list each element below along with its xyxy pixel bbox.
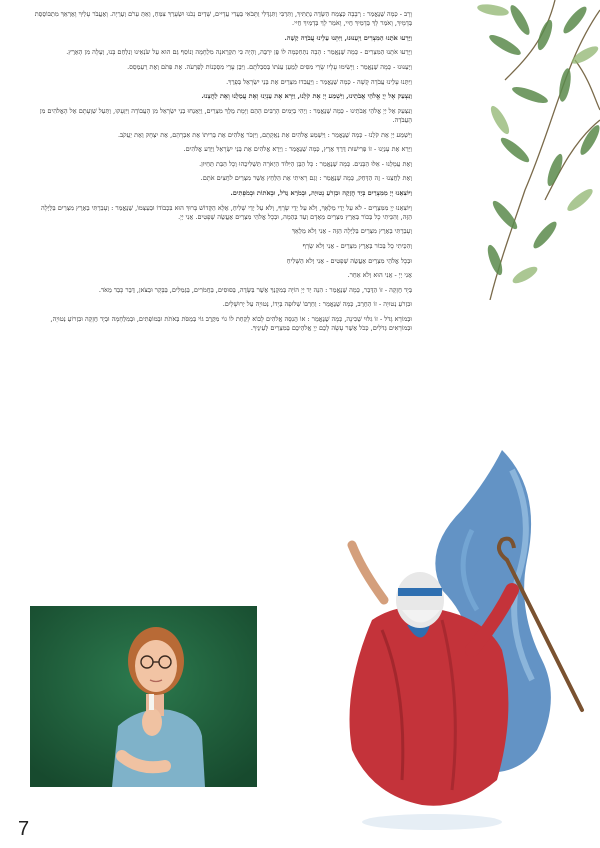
paragraph: וָרָב - כְּמָה שֶׁנֶּאֱמַר : רְבָבָה כְּצֶמַח הַשָּׂדֶה נְתַתִּיךְ, וַתִּרְבִּי וַתִּגְדְּלִי וַתָּבֹאִי בַּעֲדִי עֲדָיִים, שָׁדַיִם נָכֹנוּ וּשְׂעָרֵךְ צִמֵּחַ, וְאַתְּ עֵרֹם וְעֶרְיָה. וָאֶעֱבֹר עָלַיִךְ וָאֶרְאֵךְ מִתְבּוֹסֶסֶת בְּדָמָיִךְ, וָאֹמַר לָךְ בְּדָמַיִךְ חֲיִי, וָאֹמַר לָךְ בְּדָמַיִךְ חֲיִי. <box>34 10 412 28</box>
paragraph: וַיִּתְּנוּ עָלֵינוּ עֲבֹדָה קָשָׁה - כְּמָה שֶׁנֶּאֱמַר : וַיַּעֲבִדוּ מִצְרַיִם אֶת בְּנֵי יִשְׂרָאֵל בְּפָרֶךְ. <box>226 77 412 86</box>
paragraph: וְאֶת לַחֲצֵנוּ - זֶה הַדְּחַק, כְּמָה שֶׁנֶּאֱמַר : וְגַם רָאִיתִי אֶת הַלַּחַץ אֲשֶׁר מִצְרַיִם לֹחֲצִים אֹתָם. <box>200 174 412 183</box>
paragraph: וּבְמוֹרָא גָּדֹל - זוֹ גִּלּוּי שְׁכִינָה, כְּמָה שֶׁנֶּאֱמַר : אוֹ הֲנִסָּה אֱלֹהִים לָבוֹא לָקַחַת לוֹ גוֹי מִקֶּרֶב גּוֹי בְּמַסֹּת בְּאֹתֹת וּבְמוֹפְתִים, וּבְמִלְחָמָה וּבְיָד חֲזָקָה וּבִזְרוֹעַ נְטוּיָה, וּבְמוֹרָאִים גְּדֹלִים, כְּכֹל אֲשֶׁר עָשָׂה לָכֶם יְיָ אֱלֹהֵיכֶם בְּמִצְרַיִם לְעֵינֶיךָ. <box>50 314 412 333</box>
paragraph: וַנִּצְעַק אֶל יְיָ אֱלֹהֵי אֲבֹתֵינוּ, וַיִּשְׁמַע יְיָ אֶת קֹלֵנוּ, וַיַּרְא אֶת עָנְיֵנוּ וְאֶת עֲמָלֵנוּ וְאֶת לַחֲצֵנוּ. <box>201 92 412 101</box>
paragraph: וַיַּרְא אֶת עָנְיֵנוּ - זוֹ פְּרִישׁוּת דֶּרֶךְ אֶרֶץ, כְּמָה שֶׁנֶּאֱמַר : וַיַּרְא אֱלֹהִים אֶת בְּנֵי יִשְׂרָאֵל וַיֵּדַע אֱלֹהִים. <box>183 145 412 154</box>
paragraph: בְּיָד חֲזָקָה - זוֹ הַדֶּבֶר, כְּמָה שֶׁנֶּאֱמַר : הִנֵּה יַד יְיָ הוֹיָה בְּמִקְנְךָ אֲשֶׁר בַּשָּׂדֶה, בַּסּוּסִים, בַּחֲמֹרִים, בַּגְּמַלִּים, בַּבָּקָר וּבַצֹּאן, דֶּבֶר כָּבֵד מְאֹד. <box>98 285 412 294</box>
paragraph: וּבְכָל אֱלֹהֵי מִצְרַיִם אֶעֱשֶׂה שְׁפָטִים - אֲנִי וְלֹא הַשָּׁלִיחַ <box>286 256 412 265</box>
paragraph: וּבִזְרֹעַ נְטוּיָה - זוֹ הַחֶרֶב, כְּמָה שֶׁנֶּאֱמַר : וְחַרְבּוֹ שְׁלוּפָה בְּיָדוֹ, נְטוּיָה עַל יְרוּשָׁלָיִם. <box>222 300 412 309</box>
paragraph: וְהִכֵּיתִי כָל בְּכוֹר בְּאֶרֶץ מִצְרַיִם - אֲנִי וְלֹא שָׂרָף <box>302 241 412 250</box>
paragraph: וַיָּרֵעוּ אֹתָנוּ הַמִּצְרִים - כְּמָה שֶׁנֶּאֱמַר : הָבָה נִתְחַכְּמָה לוֹ פֶּן יִרְבֶּה, וְהָיָה כִּי תִקְרֶאנָה מִלְחָמָה וְנוֹסַף גַּם הוּא עַל שֹׂנְאֵינוּ וְנִלְחַם בָּנוּ, וְעָלָה מִן הָאָרֶץ. <box>66 48 412 57</box>
page-number: 7 <box>18 818 30 840</box>
paragraph: וְעָבַרְתִּי בְאֶרֶץ מִצְרַיִם בַּלַּיְלָה הַזֶּה - אֲנִי וְלֹא מַלְאָךְ <box>291 227 412 236</box>
paragraph: וַנִּצְעַק אֶל יְיָ אֱלֹהֵי אֲבֹתֵינוּ - כְּמָה שֶׁנֶּאֱמַר : וַיְהִי בַיָּמִים הָרַבִּים הָהֵם וַיָּמָת מֶלֶךְ מִצְרַיִם, וַיֵּאָנְחוּ בְנֵי יִשְׂרָאֵל מִן הָעֲבוֹדָה וַיִּזְעָקוּ, וַתַּעַל שַׁוְעָתָם אֶל הָאֱלֹהִים מִן הָעֲבֹדָה. <box>39 106 412 124</box>
girl-at-chalkboard-photo <box>30 606 257 787</box>
paragraph: וַיּוֹצִאֵנוּ יְיָ מִמִּצְרַיִם בְּיָד חֲזָקָה וּבִזְרֹעַ נְטוּיָה, וּבְמֹרָא גָּדֹל, וּבְאֹתוֹת וּבְמֹפְתִים. <box>230 188 412 197</box>
paragraph: וְאֶת עֲמָלֵנוּ - אֵלּוּ הַבָּנִים. כְּמָה שֶׁנֶּאֱמַר : כָּל הַבֵּן הַיִּלּוֹד הַיְאֹרָה תַּשְׁלִיכֻהוּ וְכָל הַבַּת תְּחַיּוּן. <box>199 159 412 168</box>
haggadah-text-column <box>30 10 412 339</box>
paragraph: וַיָּרֵעוּ אֹתָנוּ הַמִּצְרִים וַיְעַנּוּנוּ, וַיִּתְּנוּ עָלֵינוּ עֲבֹדָה קָשָׁה. <box>284 33 412 42</box>
moses-parting-sea-illustration <box>312 450 600 848</box>
paragraph: אֲנִי יְיָ - אֲנִי הוּא וְלֹא אַחֵר. <box>347 271 412 280</box>
leafy-branch-illustration <box>405 0 600 300</box>
paragraph: וַיִּשְׁמַע יְיָ אֶת קֹלֵנוּ - כְּמָה שֶׁנֶּאֱמַר : וַיִּשְׁמַע אֱלֹהִים אֶת נַאֲקָתָם, וַיִּזְכֹּר אֱלֹהִים אֶת בְּרִיתוֹ אֶת אַבְרָהָם, אֶת יִצְחָק וְאֶת יַעֲקֹב. <box>117 130 412 139</box>
paragraph: וַיְעַנּוּנוּ - כְּמָה שֶׁנֶּאֱמַר : וַיָּשִׂימוּ עָלָיו שָׂרֵי מִסִּים לְמַעַן עַנֹּתוֹ בְּסִבְלֹתָם. וַיִּבֶן עָרֵי מִסְכְּנוֹת לְפַרְעֹה. אֶת פִּתֹם וְאֶת רַעַמְסֵס. <box>127 62 412 71</box>
paragraph: וַיּוֹצִאֵנוּ יְיָ מִמִּצְרַיִם - לֹא עַל יְדֵי מַלְאָךְ, וְלֹא עַל יְדֵי שָׂרָף, וְלֹא עַל יְדֵי שָׁלִיחַ, אֶלָּא הַקָּדוֹשׁ בָּרוּךְ הוּא בִּכְבוֹדוֹ וּבְעַצְמוֹ, שֶׁנֶּאֱמַר : וְעָבַרְתִּי בְאֶרֶץ מִצְרַיִם בַּלַּיְלָה הַזֶּה, וְהִכֵּיתִי כָל בְּכוֹר בְּאֶרֶץ מִצְרַיִם מֵאָדָם וְעַד בְּהֵמָה, וּבְכָל אֱלֹהֵי מִצְרַיִם אֶעֱשֶׂה שְׁפָטִים. אֲנִי יְיָ. <box>41 203 412 221</box>
